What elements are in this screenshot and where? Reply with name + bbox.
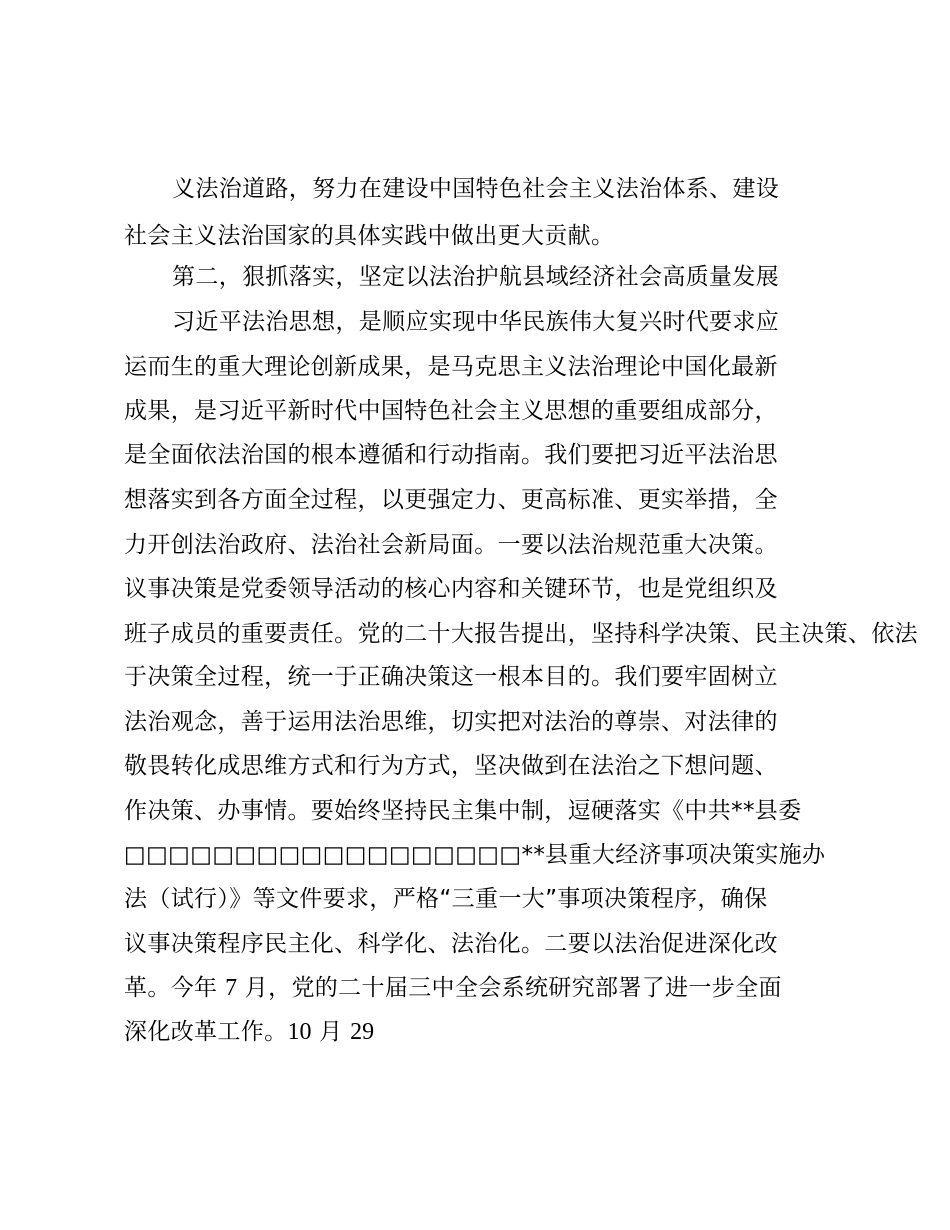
line-continuation: **县重大经济事项决策实施办 (521, 842, 826, 868)
paragraph-line: 班子成员的重要责任。党的二十大报告提出，坚持科学决策、民主决策、依法 (124, 621, 918, 647)
paragraph-line: 于决策全过程，统一于正确决策这一根本目的。我们要牢固树立 (124, 664, 778, 690)
paragraph-line: 运而生的重大理论创新成果，是马克思主义法治理论中国化最新 (124, 354, 778, 380)
paragraph-line (124, 1017, 374, 1047)
paragraph-line: 议事决策是党委领导活动的核心内容和关键环节，也是党组织及 (124, 576, 778, 602)
paragraph-line (124, 973, 782, 1003)
paragraph-line: 想落实到各方面全过程，以更强定力、更高标准、更实举措，全 (124, 487, 778, 513)
number-segment: 10 (287, 1019, 312, 1045)
text-segment: 月，党的二十届三中全会系统研究部署了进一步全面 (244, 975, 782, 1001)
text-segment: 深化改革工作。 (124, 1019, 288, 1045)
paragraph-line: 是全面依法治国的根本遵循和行动指南。我们要把习近平法治思 (124, 442, 778, 468)
number-segment: 29 (350, 1019, 375, 1045)
paragraph-line (124, 840, 825, 870)
paragraph-line: 成果，是习近平新时代中国特色社会主义思想的重要组成部分， (124, 398, 778, 424)
paragraph-line: 法（试行）》等文件要求，严格“三重一大”事项决策程序，确保 (124, 886, 768, 912)
paragraph-line: 社会主义法治国家的具体实践中做出更大贡献。 (124, 223, 615, 249)
missing-glyphs: □□□□□□□□□□□□□□□□□□ (124, 842, 522, 868)
paragraph-line: 义法治道路，努力在建设中国特色社会主义法治体系、建设 (172, 176, 780, 202)
paragraph-line: 法治观念，善于运用法治思维，切实把对法治的尊崇、对法律的 (124, 709, 778, 735)
paragraph-line: 议事决策程序民主化、科学化、法治化。二要以法治促进深化改 (124, 931, 778, 957)
number-segment: 7 (225, 975, 238, 1001)
paragraph-line: 力开创法治政府、法治社会新局面。一要以法治规范重大决策。 (124, 532, 778, 558)
text-segment: 月 (319, 1019, 343, 1045)
paragraph-line: 作决策、办事情。要始终坚持民主集中制，逗硬落实《中共**县委 (124, 798, 802, 824)
section-heading: 第二，狠抓落实，坚定以法治护航县域经济社会高质量发展 (172, 264, 780, 290)
paragraph-line: 习近平法治思想，是顺应实现中华民族伟大复兴时代要求应 (172, 309, 780, 335)
text-segment: 革。今年 (124, 975, 218, 1001)
paragraph-line: 敬畏转化成思维方式和行为方式，坚决做到在法治之下想问题、 (124, 753, 778, 779)
